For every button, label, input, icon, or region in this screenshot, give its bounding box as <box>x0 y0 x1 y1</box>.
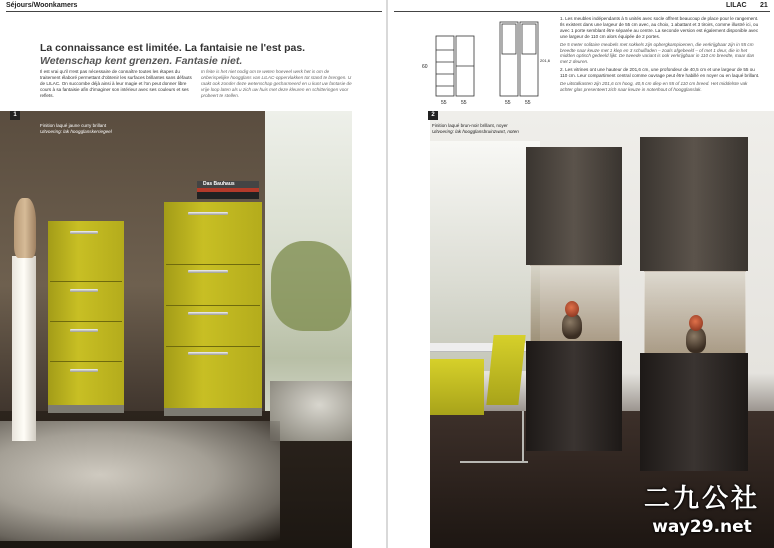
photo-caption <box>432 123 519 135</box>
left-page <box>0 0 386 548</box>
page-number: 21 <box>760 2 768 9</box>
hand-sculpture <box>14 198 36 258</box>
caption-nl: Uitvoering: lak hoogglansbruinzwart, noten <box>432 129 519 134</box>
watermark-chinese: 二九公社 <box>643 484 760 514</box>
pebble-garden <box>270 381 352 441</box>
book-label: Das Bauhaus <box>203 181 235 187</box>
dim-label-6: 201,6 <box>540 58 551 63</box>
caption-fr: Finition laqué jaune curry brillant <box>40 123 107 128</box>
caption-nl: Uitvoering: lak hoogglanskerriegeel <box>40 129 112 134</box>
vase-right-ornament <box>689 315 703 331</box>
photo-caption <box>40 123 112 135</box>
photo-number-badge: 2 <box>428 111 438 120</box>
white-pedestal <box>12 256 36 441</box>
site-watermark <box>632 478 772 537</box>
note-2-fr: 2. Les vitrines ont une hauteur de 201,6 cm, une profondeur de 40,5 cm et une largeur de 55 ou 110 cm. Leur compartiment central comme ouvrage peut être habillé en noyer ou en laqué brillant. <box>560 67 760 79</box>
vitrine-right-top <box>640 137 748 271</box>
dim-label-3: 60 <box>422 64 428 70</box>
vitrine-left-base <box>526 341 622 451</box>
dim-label-2: 55 <box>461 100 467 106</box>
dim-label-5: 55 <box>525 100 531 106</box>
chair-frame-upright <box>522 411 524 463</box>
chair-frame <box>460 461 528 463</box>
dim-label-1: 55 <box>441 100 447 106</box>
body-text-fr: Il est vrai qu'il n'est pas nécessaire de connaître toutes les étapes du traitement élaboré permettant d'obtenir les surfaces brillantes sans défauts de LILAC. On succombe déjà ainsi à leur magie et l'on peut donner libre cours à sa fantaisie afin d'imaginer son intérieur avec ses couleurs et ses reflets. <box>40 69 192 98</box>
header-rule <box>6 11 382 12</box>
headline-nl: Wetenschap kent grenzen. Fantasie niet. <box>40 55 243 67</box>
header-rule <box>394 11 770 12</box>
note-2-nl: De uitstalkasten zijn 201,6 cm hoog, 40,5 cm diep en 55 of 110 cm breed. Het middelste vak achter glas presenteert zich naar keuze in notenhout of hoogglanslak. <box>560 81 748 92</box>
note-1-nl: De 5 meter solitaire meubels met sokkels zijn opbergkampioenen, die verkrijgbaar zijn in 55 cm breedte naar keuze met 1 klep en 3 schuifladen – zoals afgebeeld – of met 1 deur, die in het midden optisch gedeeld lijkt. De tweede variant is ook verkrijgbaar in 110 cm breedte, maar dan met 2 deuren. <box>560 41 755 65</box>
dim-label-4: 55 <box>505 100 511 106</box>
dimension-notes <box>560 16 760 95</box>
right-page <box>388 0 774 548</box>
headline-fr: La connaissance est limitée. La fantaisie ne l'est pas. <box>40 42 306 54</box>
caption-fr: Finition laqué brun-noir brillant, noyer <box>432 123 508 128</box>
yellow-chest-right <box>164 202 262 408</box>
yellow-chair-front <box>430 359 484 415</box>
running-head-title: LILAC <box>726 2 747 9</box>
yellow-chest-left <box>48 221 124 405</box>
headline <box>40 42 360 68</box>
vase-left-ornament <box>565 301 579 317</box>
running-head-section: Séjours/Woonkamers <box>6 2 78 9</box>
photo-number-badge: 1 <box>10 111 20 120</box>
furniture-dimension-diagram <box>416 16 551 106</box>
vitrine-right-base <box>640 353 748 471</box>
shag-rug <box>0 421 280 541</box>
watermark-url: way29.net <box>652 517 752 537</box>
note-1-fr: 1. Les meubles indépendants à 5 unités avec socle offrent beaucoup de place pour le rangement. Ils existent dans une largeur de 55 cm avec, au choix, 1 abattant et 3 tiroirs, comme illustré ici, ou avec 1 porte semblant être séparée au centre. La seconde version est également disponible avec une largeur de 110 cm alors équipée de 2 portes. <box>560 16 759 39</box>
book-stack <box>197 181 259 199</box>
body-text-nl: In feite is het niet nodig om te weten hoeveel werk het is om de onberispelijke hoogglans van LILAC-oppervlakken tot stand te brengen. U raakt ook zonder deze wetenschap gecharmeerd en u kunt uw fantasie de vrije loop laten als u zich uw huis met deze kleuren en schitteringen voor probeert te stellen. <box>201 69 352 98</box>
vitrine-left-top <box>526 147 622 265</box>
photo-yellow-chests <box>0 111 352 548</box>
yellow-chair-back <box>486 335 525 405</box>
